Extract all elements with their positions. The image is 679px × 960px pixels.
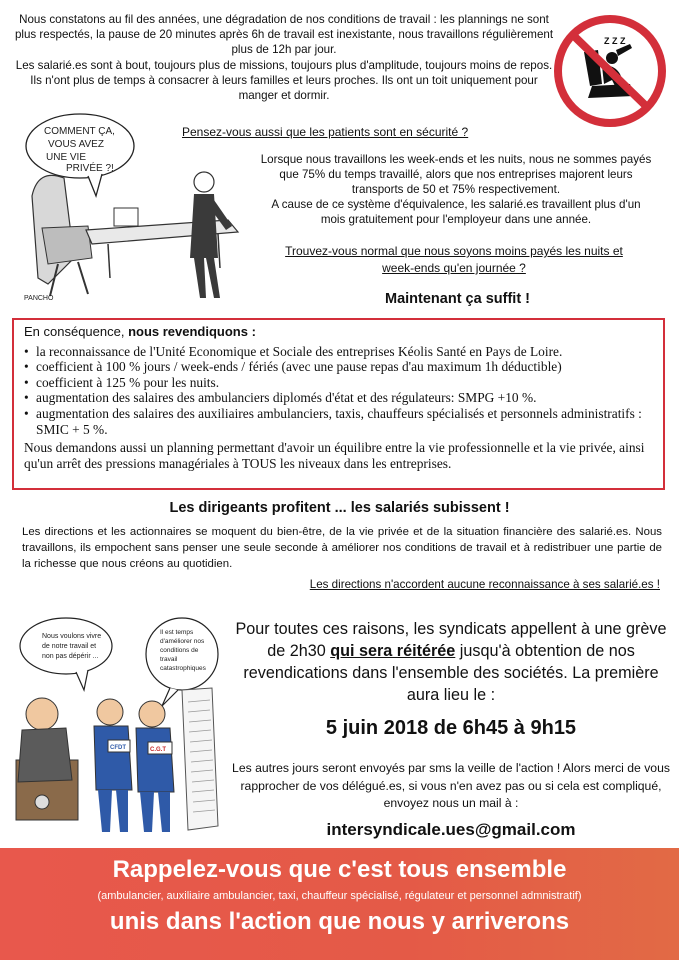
banner-line1: Rappelez-vous que c'est tous ensemble — [112, 856, 567, 883]
claims-list — [24, 344, 655, 438]
badge-right: C.G.T — [150, 747, 166, 753]
strike-date: 5 juin 2018 de 6h45 à 9h15 — [325, 717, 577, 739]
badge-left: CFDT — [110, 745, 126, 751]
strike-paragraph — [234, 618, 668, 706]
claim-item: • la reconnaissance de l'Unité Economique et Sociale des entreprises Kéolis Santé en Pays de Loire. — [24, 344, 655, 360]
directions-line: Les directions n'accordent aucune reconnaissance à ses salarié.es ! — [309, 578, 660, 591]
enough-heading: Maintenant ça suffit ! — [385, 291, 531, 307]
workers-cartoon — [12, 610, 234, 836]
claims-box — [12, 318, 665, 490]
weekend-paragraph — [258, 152, 654, 227]
question-pay: Trouvez-vous normal que nous soyons moins payés les nuits et week-ends qu'en journée ? — [285, 244, 623, 275]
cartoon2-bubble-left: Nous voulons vivre de notre travail et non pas dépérir ... — [42, 633, 102, 660]
banner-line2: (ambulancier, auxiliaire ambulancier, taxi, chauffeur spécialisé, régulateur et personnel admnistratif) — [97, 890, 582, 902]
claims-intro — [24, 324, 655, 340]
zzz-text: Z Z Z — [604, 36, 626, 46]
sms-paragraph: Les autres jours seront envoyés par sms la veille de l'action ! Alors merci de vous rapprocher de vos délégué.es, si vous n'en avez pas ou si cela est compliqué, envoyez nous un mail à : — [232, 761, 670, 810]
directions-paragraph: Les directions et les actionnaires se moquent du bien-être, de la vie privée et de la situation financière des salarié.es. Nous travaillons, ils empochent sans penser une seule seconde à améliorer nos conditions de travail et à redistribuer une partie de la richesse que nous créons au quotidien. — [22, 526, 662, 570]
weekend-line: A cause de ce système d'équivalence, les salarié.es travaillent plus d'un mois gratuitement pour l'employeur dans une année. — [271, 198, 641, 226]
cartoon1-bubble-text: COMMENT ÇA, VOUS AVEZ UNE VIE PRIVÉE ?! — [44, 126, 115, 174]
claims-intro-bold: nous revendiquons : — [128, 324, 256, 339]
cartoon2-bubble-right: Il est temps d'améliorer nos conditions de travail catastrophiques — [160, 629, 206, 672]
directors-heading: Les dirigeants profitent ... les salariés subissent ! — [169, 500, 510, 516]
banner-line3: unis dans l'action que nous y arriverons — [109, 908, 570, 935]
claims-demand: Nous demandons aussi un planning permettant d'avoir un équilibre entre la vie professionnelle et la vie privée, ainsi qu'un arrêt des pressions managériales à TOUS les niveaux dans les entreprises. — [24, 440, 645, 471]
intro-line: Nous constatons au fil des années, une dégradation de nos conditions de travail : les plannings ne sont plus respectés, la pause de 20 minutes après 6h de travail est inexistante, nous travaillons régulièrement plus de 12h par jour. — [14, 13, 554, 57]
claim-item: • coefficient à 125 % pour les nuits. — [24, 375, 655, 391]
cartoon1-signature: PANCHO — [24, 295, 54, 302]
contact-email[interactable]: intersyndicale.ues@gmail.com — [326, 820, 576, 839]
claim-item: • augmentation des salaires des auxiliaires ambulanciers, taxis, chauffeurs spécialisés et personnels administratifs : SMIC + 5 %. — [24, 406, 655, 437]
strike-emphasis: qui sera réitérée — [330, 642, 456, 660]
footer-banner — [0, 848, 679, 960]
intro-line: Les salarié.es sont à bout, toujours plus de missions, toujours plus d'amplitude, toujours moins de repos. Ils n'ont plus de temps à consacrer à leurs familles et leurs proches. Ils ont un toit uniquement pour manger et dormir. — [15, 58, 553, 103]
no-sleep-sign-icon — [548, 14, 672, 128]
claim-item: • coefficient à 100 % jours / week-ends / fériés (avec une pause repas d'au maximum 1h déductible) — [24, 359, 655, 375]
strike-part2: jusqu'à obtention de nos revendications dans l'ensemble des sociétés. La première aura lieu le : — [243, 642, 659, 704]
claims-intro-prefix: En conséquence, — [24, 324, 129, 339]
weekend-line: Lorsque nous travaillons les week-ends et les nuits, nous ne sommes payés que 75% du temps travaillé, alors que nos entreprises majorent leurs transports de 50 et 75% respectivement. — [260, 153, 652, 196]
intro-paragraph — [14, 12, 554, 103]
question-patients: Pensez-vous aussi que les patients sont en sécurité ? — [182, 125, 469, 139]
claim-item: • augmentation des salaires des ambulanciers diplomés d'état et des régulateurs: SMPG +10 %. — [24, 390, 655, 406]
strike-part1: Pour toutes ces raisons, les syndicats appellent à une grève de 2h30 — [235, 620, 667, 660]
